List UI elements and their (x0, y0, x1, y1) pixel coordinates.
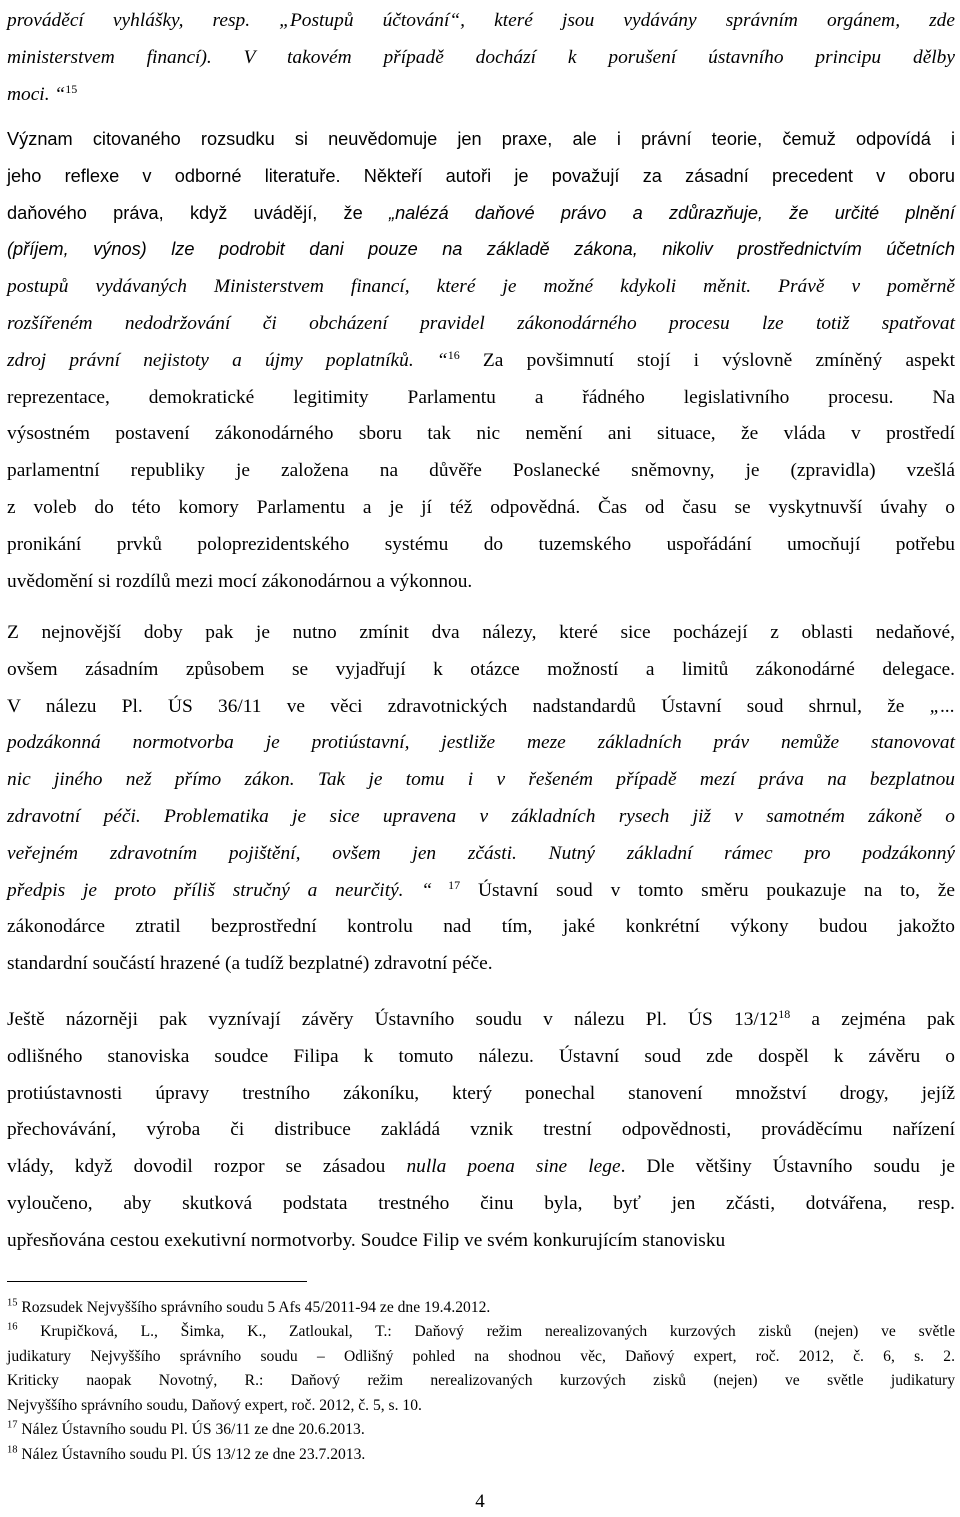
italic-run: Právě v poměrně (751, 276, 955, 298)
text-line (7, 1075, 955, 1112)
text-run: Z nejnovější doby pak je nutno zmínit dva nálezy, které sice pocházejí z oblasti nedaňové, (7, 622, 955, 643)
text-run: odlišného stanoviska soudce Filipa k tomuto nálezu. Ústavní soud zde dospěl k závěru o (7, 1045, 955, 1067)
text-line (7, 415, 955, 452)
text-run: Ještě názorněji pak vyznívají závěry Ústavního soudu v nálezu Pl. ÚS 13/12 (7, 1009, 779, 1030)
text-run: Rozsudek Nejvyššího správního soudu 5 Afs 45/2011-94 ze dne 19.4.2012. (17, 1299, 491, 1316)
text-line (7, 724, 955, 761)
text-line (7, 268, 955, 305)
text-line (7, 195, 955, 232)
text-run: Nález Ústavního soudu Pl. ÚS 36/11 ze dne 20.6.2013. (17, 1421, 365, 1438)
footnote-reference: 18 (778, 1006, 791, 1021)
text-line (7, 563, 955, 600)
text-run: Nález Ústavního soudu Pl. ÚS 13/12 ze dne 23.7.2013. (17, 1446, 366, 1463)
italic-run: předpis je proto příliš stručný a neurčitý. (7, 879, 404, 901)
text-line (7, 489, 955, 526)
text-line (7, 872, 955, 909)
text-line (7, 1001, 955, 1038)
footnote-line (7, 1345, 955, 1369)
page-number: 4 (475, 1491, 485, 1512)
italic-run: ministerstvem financí). V takovém případě dochází k porušení ústavního principu dělby (7, 46, 955, 68)
text-run: parlamentní republiky je založena na důvěře Poslanecké sněmovny, je (zpravidla) vzešlá (7, 460, 955, 482)
footnote-line (7, 1394, 955, 1418)
text-run: zákonodárce ztratil bezprostřední kontrolu nad tím, jaké konkrétní výkony budou jakožto (7, 916, 955, 938)
footnote-separator (7, 1281, 307, 1282)
text-run: protiústavnosti úpravy trestního zákoníku, který ponechal stanovení množství drogy, jejíž (7, 1082, 955, 1104)
text-line (7, 1185, 955, 1222)
text-line (7, 121, 955, 158)
italic-run: zdroj právní nejistoty a újmy poplatníků. (7, 349, 414, 371)
text-run: daňového práva, když uvádějí, že (7, 202, 390, 223)
text-run: uvědomění si rozdílů mezi mocí zákonodárnou a výkonnou. (7, 570, 473, 592)
italic-run: „nalézá daňové právo a zdůrazňuje, že určité plnění (389, 202, 955, 223)
footnote-line (7, 1418, 955, 1442)
italic-run: nulla poena sine lege (406, 1156, 621, 1178)
footnote-reference: 15 (7, 1297, 18, 1309)
text-run: pronikání prvků poloprezidentského systému do tuzemského uspořádání umocňují potřebu (7, 533, 955, 555)
text-line (7, 39, 955, 76)
text-line (7, 908, 955, 945)
text-run: Nejvyššího správního soudu, Daňový expert, roč. 2012, č. 5, s. 10. (7, 1397, 422, 1414)
text-run: vyloučeno, aby skutková podstata trestného činu byla, byť jen zčásti, dotvářena, resp. (7, 1193, 955, 1214)
text-line (7, 231, 955, 268)
text-line (7, 1148, 955, 1185)
italic-run: veřejném zdravotním pojištění, ovšem jen zčásti. Nutný základní rámec pro podzákonný (7, 842, 955, 864)
text-run: upřesňována cestou exekutivní normotvorby. Soudce Filip ve svém konkurujícím stanovisku (7, 1229, 726, 1251)
text-run: . Dle většiny Ústavního soudu je (620, 1156, 955, 1178)
text-run: přechovávání, výroba či distribuce zakládá vznik trestní odpovědnosti, prováděcímu nařízení (7, 1119, 955, 1141)
text-line (7, 1222, 955, 1259)
text-line (7, 688, 955, 725)
text-run: reprezentace, demokratické legitimity Parlamentu a řádného legislativního procesu. Na (7, 386, 955, 408)
italic-run: “ (413, 349, 448, 371)
italic-run: podzákonná normotvorba je protiústavní, jestliže meze základních práv nemůže stanovovat (7, 732, 955, 754)
text-line (7, 452, 955, 489)
footnote-line (7, 1320, 955, 1344)
italic-run: “ (403, 879, 433, 901)
text-run: V nálezu Pl. ÚS 36/11 ve věci zdravotnických nadstandardů Ústavní soud shrnul, že (7, 695, 930, 717)
italic-run: “ (49, 83, 66, 105)
text-run: výsostném postavení zákonodárného sboru tak nic nemění ani situace, že vláda v prostředí (7, 423, 955, 445)
text-line (7, 835, 955, 872)
text-line (7, 158, 955, 195)
text-run: Kriticky naopak Novotný, R.: Daňový režim nerealizovaných kurzových zisků (nejen) ve světle judikatury (7, 1372, 955, 1389)
text-line (7, 1038, 955, 1075)
italic-run: postupů vydávaných Ministerstvem financí, které je možné kdykoli měnit. (7, 276, 752, 298)
footnote-reference: 17 (7, 1419, 18, 1431)
footnote-reference: 15 (65, 81, 78, 96)
text-line (7, 2, 955, 39)
text-run: judikatury Nejvyššího správního soudu – Odlišný pohled na shodnou věc, Daňový expert, roč. 2012, č. 6, s. 2. (7, 1348, 955, 1365)
text-run: jeho reflexe v odborné literatuře. (7, 165, 341, 186)
italic-run: rozšířeném nedodržování či obcházení pravidel zákonodárného procesu lze totiž spatřovat (7, 313, 955, 334)
text-line (7, 305, 955, 342)
footnote-reference: 18 (7, 1444, 18, 1456)
text-run: ovšem zásadním způsobem se vyjadřují k otázce možností a limitů zákonodárné delegace. (7, 658, 955, 680)
text-line (7, 614, 955, 651)
footnote-line (7, 1296, 955, 1320)
text-run: standardní součástí hrazené (a tudíž bezplatné) zdravotní péče. (7, 953, 493, 975)
text-line (7, 945, 955, 982)
text-line (7, 379, 955, 416)
italic-run: zdravotní péči. Problematika je sice upravena v základních rysech již v samotném zákoně o (7, 806, 955, 827)
text-line (7, 526, 955, 563)
text-line (7, 342, 955, 379)
footnote-reference: 17 (432, 877, 461, 892)
text-run: Za povšimnutí stojí i výslovně zmíněný aspekt (459, 349, 956, 371)
italic-run: nic jiného než přímo zákon. Tak je tomu i v řešeném případě mezí práva na bezplatnou (7, 769, 955, 791)
footnote-reference: 16 (7, 1321, 18, 1333)
footnote-line (7, 1443, 955, 1467)
text-run: a zejména pak (790, 1009, 955, 1030)
text-line (7, 651, 955, 688)
italic-run: (příjem, výnos) lze podrobit dani pouze na základě zákona, nikoliv prostřednictvím účetních (7, 239, 955, 260)
text-line (7, 798, 955, 835)
italic-run: moci. (7, 83, 50, 105)
text-run: vlády, když dovodil rozpor se zásadou (7, 1156, 407, 1178)
text-run: Význam citovaného rozsudku si neuvědomuje jen praxe, ale i právní teorie, čemuž odpovídá i (7, 129, 955, 149)
text-line (7, 1111, 955, 1148)
text-line (7, 76, 955, 113)
text-run: Krupičková, L., Šimka, K., Zatloukal, T.: Daňový režim nerealizovaných kurzových zisků (nejen) ve světle (17, 1323, 955, 1340)
footnote-reference: 16 (447, 347, 460, 362)
text-line (7, 761, 955, 798)
text-run: z voleb do této komory Parlamentu a je jí též odpovědná. Čas od času se vyskytnuvší úvahy o (7, 497, 955, 518)
italic-run: „... (929, 695, 955, 717)
footnote-line (7, 1369, 955, 1393)
text-run: Ústavní soud v tomto směru poukazuje na to, že (460, 879, 955, 901)
italic-run: prováděcí vyhlášky, resp. „Postupů účtování“, které jsou vydávány správním orgánem, zde (7, 10, 955, 31)
text-run: Někteří autoři je považují za zásadní precedent v oboru (340, 165, 956, 186)
